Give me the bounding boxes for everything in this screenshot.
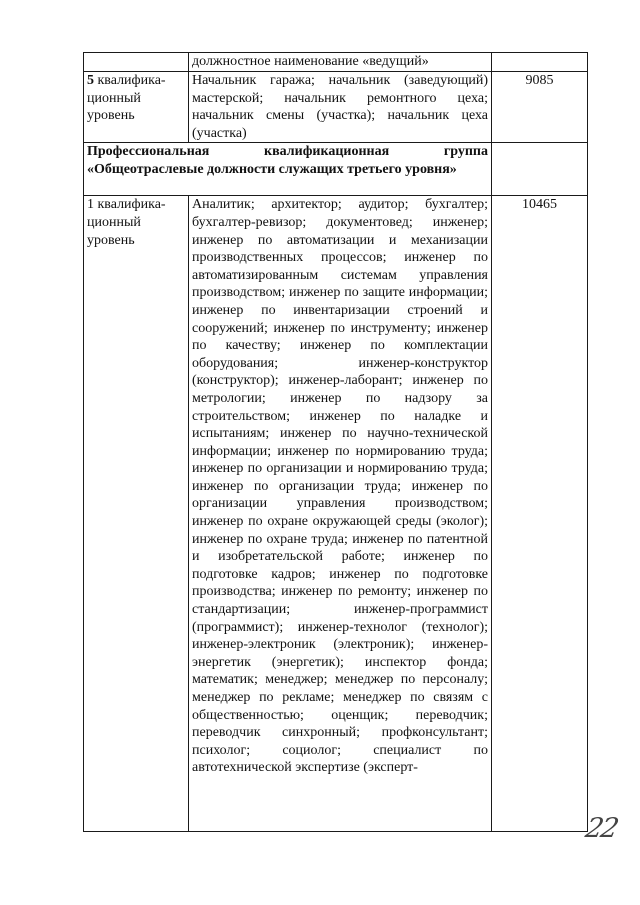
- positions-cell: Аналитик; архитектор; аудитор; бухгалтер; бухгалтер-ревизор; документовед; инженер; инженер по автоматизации и механизации производственных процессов; инженер по автоматизированным системам управления производством; инженер по защите информации; инженер по инвентаризации строений и сооружений; инженер по инструменту; инженер по качеству; инженер по комплектации оборудования; инженер-конструктор (конструктор); инженер-лаборант; инженер по метрологии; инженер по надзору за строительством; инженер по наладке и испытаниям; инженер по научно-технической информации; инженер по нормированию труда; инженер по организации и нормированию труда; инженер по организации труда; инженер по организации управления производством; инженер по охране окружающей среды (эколог); инженер по охране труда; инженер по патентной и изобретательской работе; инженер по подготовке кадров; инженер по подготовке производства; инженер по ремонту; инженер по стандартизации; инженер-программист (программист); инженер-технолог (технолог); инженер-электроник (электроник); инженер-энергетик (энергетик); инспектор фонда; математик; менеджер; менеджер по персоналу; менеджер по рекламе; менеджер по связям с общественностью; оценщик; переводчик; переводчик синхронный; профконсультант; психолог; социолог; специалист по автотехнической экспертизе (эксперт-: [189, 196, 492, 832]
- level-cell: [84, 53, 189, 72]
- group-header: Профессиональная квалификационная группа «Общеотраслевые должности служащих третьего уровня»: [84, 143, 492, 196]
- positions-cell: Начальник гаража; начальник (заведующий) мастерской; начальник ремонтного цеха; начальник смены (участка); начальник цеха (участка): [189, 72, 492, 143]
- salary-cell: [492, 143, 588, 196]
- salary-cell: [492, 53, 588, 72]
- positions-cell: должностное наименование «ведущий»: [189, 53, 492, 72]
- level-label: квалифика-ционный уровень: [87, 73, 166, 124]
- level-cell: 1 квалифика-ционный уровень: [84, 196, 189, 832]
- handwritten-page-number: 22: [582, 813, 620, 844]
- salary-cell: 10465: [492, 196, 588, 832]
- level-number: 5: [87, 73, 94, 88]
- salary-cell: 9085: [492, 72, 588, 143]
- table-row: [84, 72, 588, 143]
- salary-table: [83, 52, 588, 832]
- table-row: [84, 53, 588, 72]
- level-cell: [84, 72, 189, 143]
- table-row: [84, 143, 588, 196]
- table-row: [84, 196, 588, 832]
